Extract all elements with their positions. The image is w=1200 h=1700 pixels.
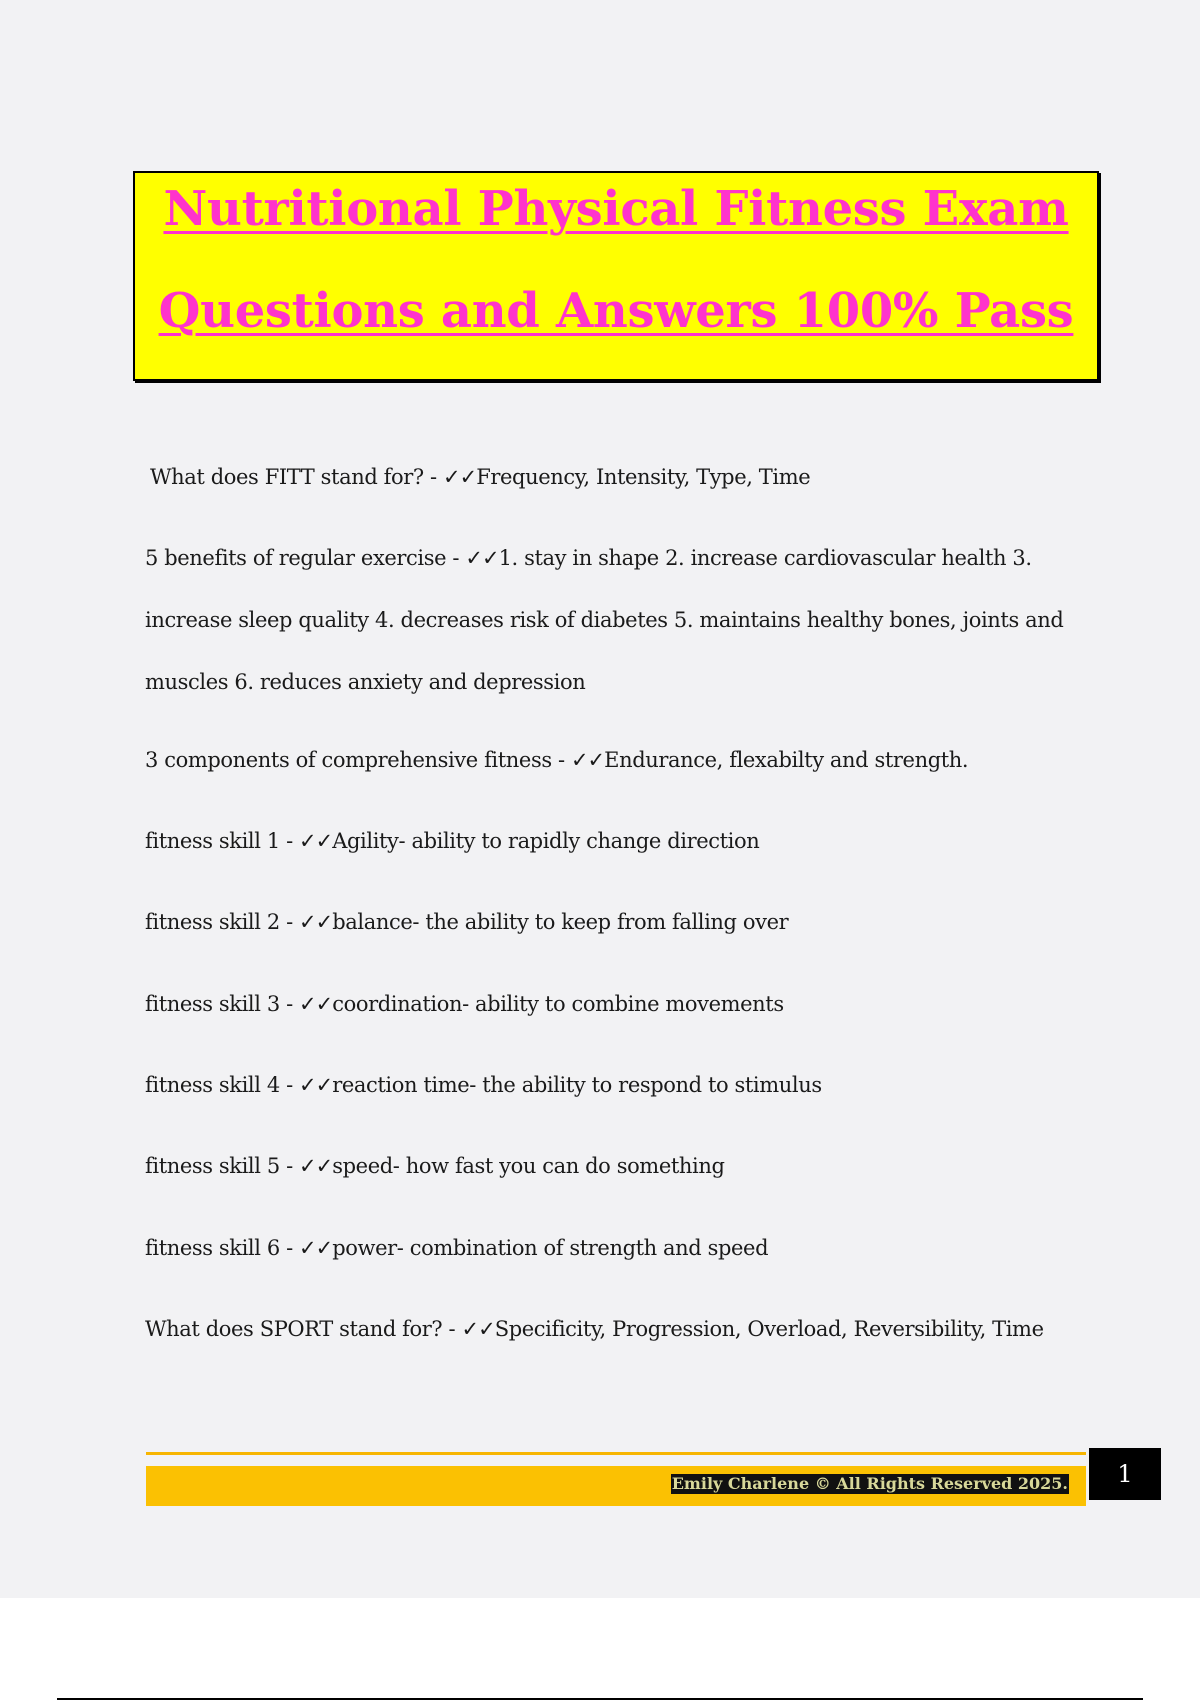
double-check-icon: ✓✓ xyxy=(570,748,605,772)
qa-item xyxy=(145,973,1095,1035)
title-banner xyxy=(133,171,1099,381)
double-check-icon: ✓✓ xyxy=(299,829,333,853)
qa-item xyxy=(145,1054,1095,1116)
title-line-1: Nutritional Physical Fitness Exam xyxy=(163,181,1069,237)
double-check-icon: ✓✓ xyxy=(299,1073,333,1097)
double-check-icon: ✓✓ xyxy=(461,1317,495,1341)
separator: - xyxy=(279,1154,300,1178)
separator: - xyxy=(279,1236,300,1260)
separator: - xyxy=(446,546,466,570)
separator: - xyxy=(279,910,300,934)
qa-item xyxy=(150,446,1100,508)
double-check-icon: ✓✓ xyxy=(299,1236,333,1260)
answer-text: reaction time- the ability to respond to stimulus xyxy=(332,1073,822,1097)
question-text: What does FITT stand for? xyxy=(150,465,424,489)
qa-item xyxy=(145,527,1095,713)
qa-item xyxy=(145,1298,1095,1360)
answer-text: Endurance, flexabilty and strength. xyxy=(604,748,969,772)
footer-bar xyxy=(146,1466,1086,1506)
answer-text: 1. stay in shape 2. increase cardiovascular health 3. increase sleep quality 4. decreases risk of diabetes 5. maintains healthy bones, joints and muscles 6. reduces anxiety and depression xyxy=(145,546,1064,694)
qa-item xyxy=(145,1217,1095,1279)
qa-item xyxy=(145,891,1095,953)
question-text: fitness skill 1 xyxy=(145,829,280,853)
separator: - xyxy=(551,748,571,772)
separator: - xyxy=(423,465,443,489)
separator: - xyxy=(279,1073,300,1097)
double-check-icon: ✓✓ xyxy=(299,910,333,934)
question-text: 3 components of comprehensive fitness xyxy=(145,748,552,772)
double-check-icon: ✓✓ xyxy=(465,546,499,570)
double-check-icon: ✓✓ xyxy=(299,992,333,1016)
answer-text: Agility- ability to rapidly change direction xyxy=(332,829,760,853)
question-text: What does SPORT stand for? xyxy=(145,1317,443,1341)
qa-item xyxy=(145,729,1095,791)
qa-item xyxy=(145,810,1095,872)
separator: - xyxy=(279,829,300,853)
answer-text: speed- how fast you can do something xyxy=(332,1154,725,1178)
answer-text: Specificity, Progression, Overload, Reversibility, Time xyxy=(494,1317,1044,1341)
separator: - xyxy=(442,1317,462,1341)
double-check-icon: ✓✓ xyxy=(443,465,477,489)
answer-text: power- combination of strength and speed xyxy=(332,1236,769,1260)
qa-item xyxy=(145,1135,1095,1197)
title-line-2: Questions and Answers 100% Pass xyxy=(158,283,1074,339)
question-text: fitness skill 6 xyxy=(145,1236,280,1260)
footer-divider xyxy=(146,1452,1086,1455)
question-text: 5 benefits of regular exercise xyxy=(145,546,447,570)
question-text: fitness skill 2 xyxy=(145,910,280,934)
separator: - xyxy=(279,992,300,1016)
answer-text: coordination- ability to combine movements xyxy=(332,992,784,1016)
question-text: fitness skill 4 xyxy=(145,1073,280,1097)
page-number: 1 xyxy=(1089,1448,1161,1500)
copyright-text: Emily Charlene © All Rights Reserved 2025. xyxy=(671,1474,1068,1493)
question-text: fitness skill 5 xyxy=(145,1154,280,1178)
question-text: fitness skill 3 xyxy=(145,992,280,1016)
double-check-icon: ✓✓ xyxy=(299,1154,333,1178)
answer-text: balance- the ability to keep from falling over xyxy=(332,910,789,934)
answer-text: Frequency, Intensity, Type, Time xyxy=(476,465,811,489)
